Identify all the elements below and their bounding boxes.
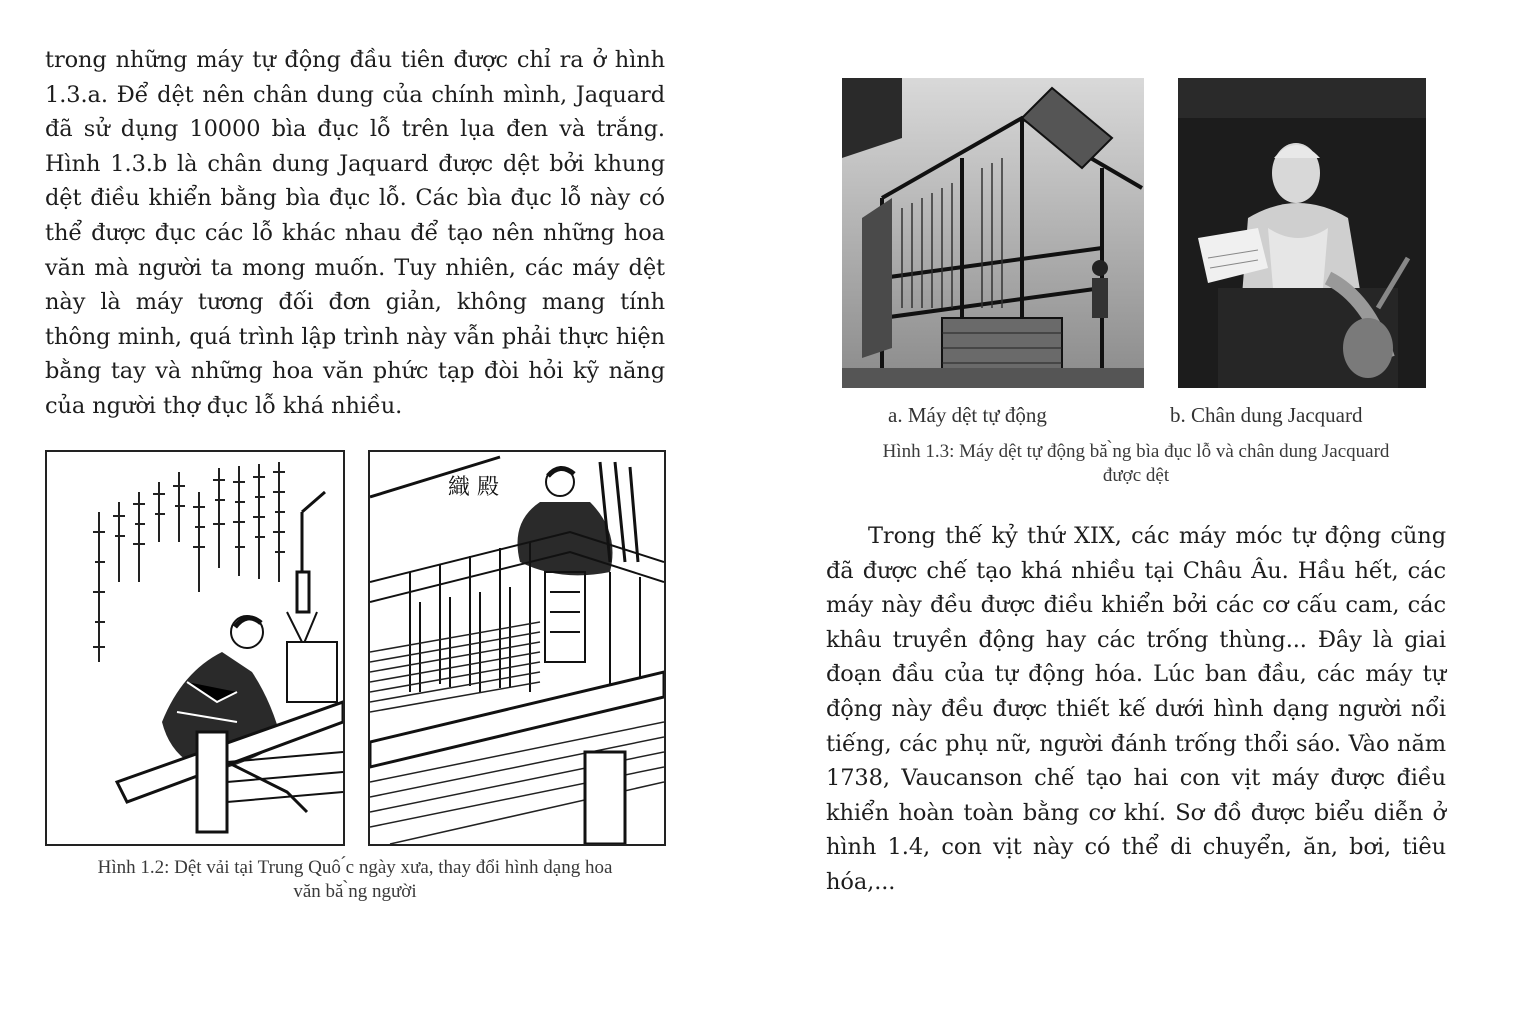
- loom-illustration: [370, 452, 664, 844]
- right-paragraph: Trong thế kỷ thứ XIX, các máy móc tự động cũng đã được chế tạo khá nhiều tại Châu Âu. Hầu hết, các máy này đều được điều khiển bởi các cơ cấu cam, các khâu truyền động hay các trống thùng... Đây là giai đoạn đầu của tự động hóa. Lúc ban đầu, các máy tự động này đều được thiết kế dưới hình dạng người nổi tiếng, các phụ nữ, người đánh trống thổi sáo. Vào năm 1738, Vaucanson chế tạo hai con vịt máy được điều khiển hoàn toàn bằng cơ khí. Sơ đồ được biểu diễn ở hình 1.4, con vịt này có thể di chuyển, ăn, bơi, tiêu hóa,...: [826, 523, 1446, 895]
- figure-1-2-caption-line1: Hình 1.2: Dệt vải tại Trung Quô ́c ngày xưa, thay đổi hình dạng hoa: [97, 857, 613, 878]
- figure-1-2-panel-right: [368, 450, 666, 846]
- figure-1-3b-label: b. Chân dung Jacquard: [1170, 403, 1363, 427]
- weaver-illustration: [47, 452, 343, 844]
- figure-1-2-panel-left: [45, 450, 345, 846]
- left-paragraph: trong những máy tự động đầu tiên được chỉ ra ở hình 1.3.a. Để dệt nên chân dung của chính mình, Jaquard đã sử dụng 10000 bìa đục lỗ trên lụa đen và trắng. Hình 1.3.b là chân dung Jaquard được dệt bởi khung dệt điều khiển bằng bìa đục lỗ. Các bìa đục lỗ này có thể được đục các lỗ khác nhau để tạo nên những hoa văn mà người ta mong muốn. Tuy nhiên, các máy dệt này là máy tương đối đơn giản, không mang tính thông minh, quá trình lập trình này vẫn phải thực hiện bằng tay và những hoa văn phức tạp đòi hỏi kỹ năng của người thợ đục lỗ khá nhiều.: [45, 47, 665, 419]
- figure-1-2-caption-line2: văn bă ̀ng người: [293, 881, 417, 902]
- figure-1-3-caption-line1: Hình 1.3: Máy dệt tự động bă ̀ng bìa đục lỗ và chân dung Jacquard: [882, 441, 1390, 462]
- figure-1-3a-loom-photo: [842, 78, 1144, 388]
- illustration-glyphs: 織 殿: [448, 475, 499, 500]
- figure-1-3a-label: a. Máy dệt tự động: [888, 403, 1047, 427]
- jacquard-loom-image: [842, 78, 1144, 388]
- figure-1-3b-portrait-photo: [1178, 78, 1426, 388]
- jacquard-portrait-image: [1178, 78, 1426, 388]
- figure-1-3-caption-line2: được dệt: [1102, 465, 1170, 486]
